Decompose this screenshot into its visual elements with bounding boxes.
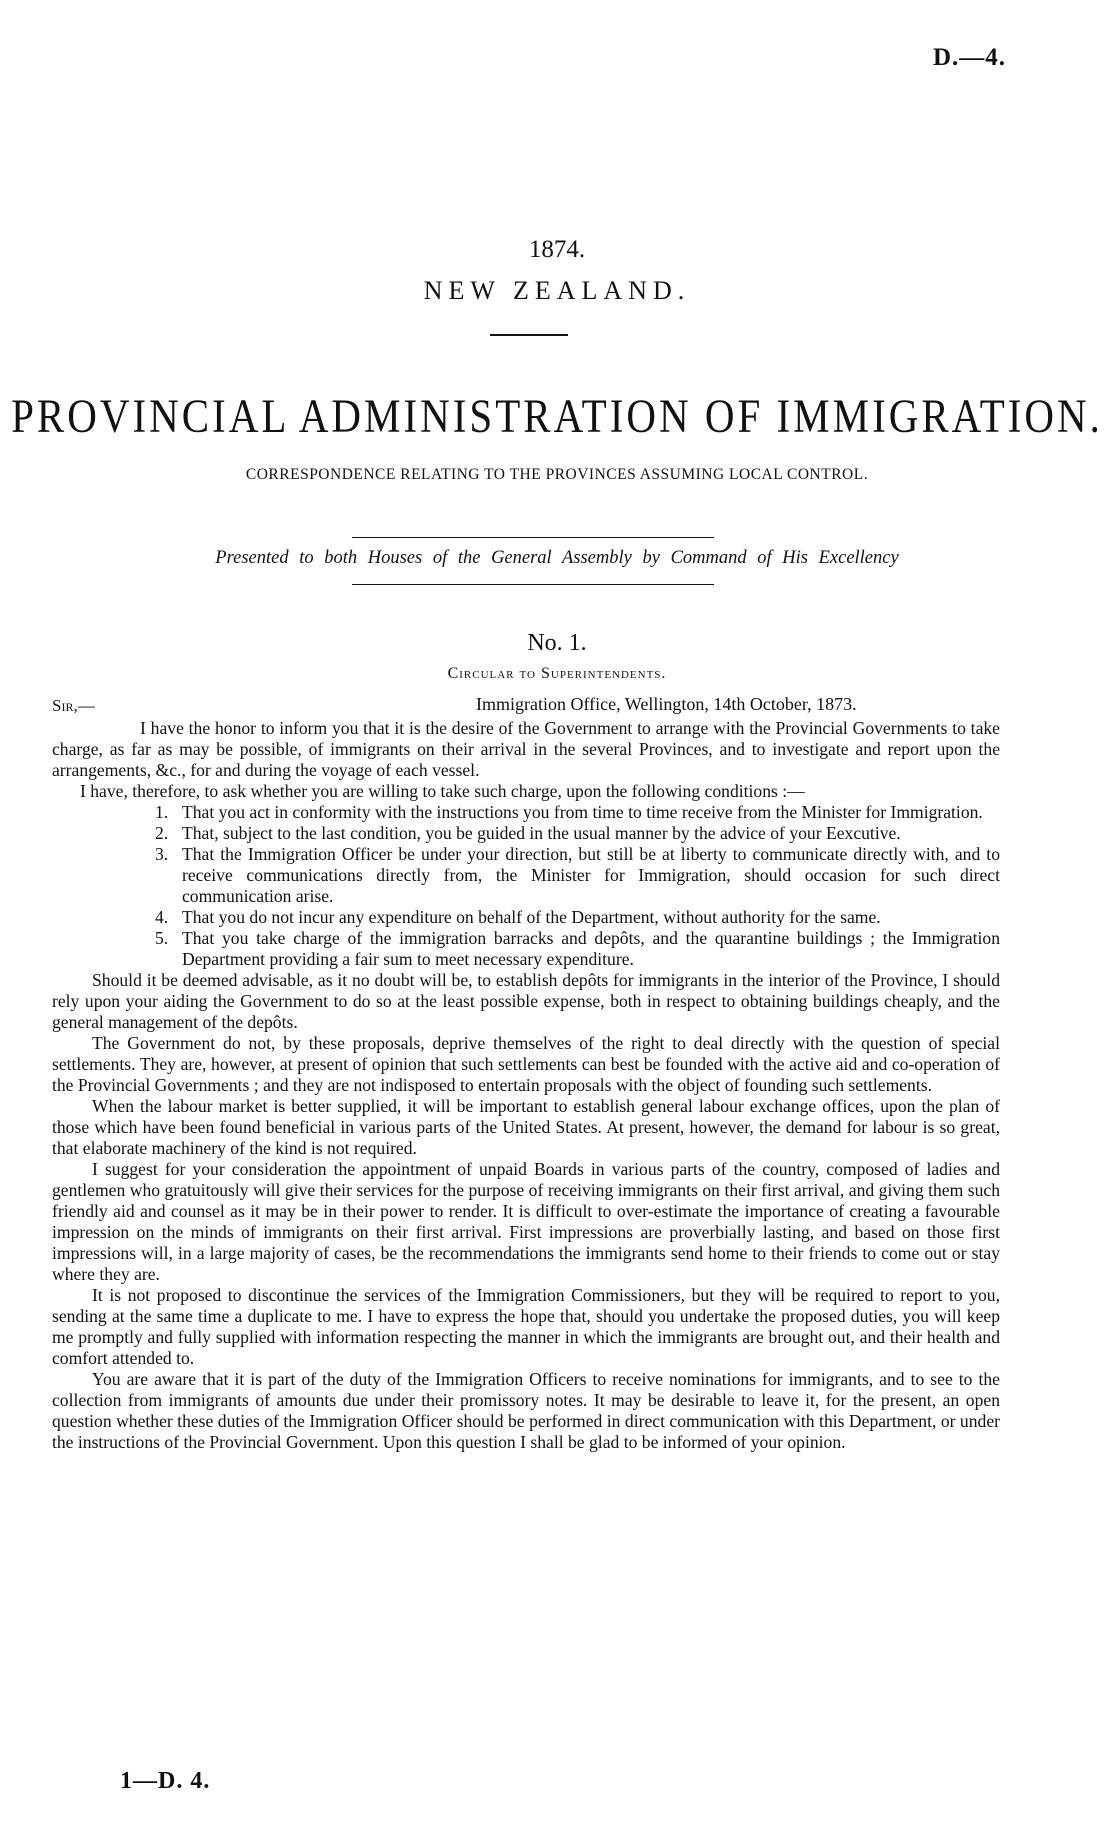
paragraph: Should it be deemed advisable, as it no doubt will be, to establish depôts for immigrants in the interior of the Province, I should rely upon your aiding the Government to do so at the least possible expense, both in respect to obtaining buildings cheaply, and the general management of the depôts. [52, 970, 1000, 1032]
list-item [155, 823, 1000, 844]
paragraph: The Government do not, by these proposals, deprive themselves of the right to deal directly with the question of special settlements. They are, however, at present of opinion that such settlements can best be founded with the active aid and co-operation of the Provincial Governments ; and they are not indisposed to entertain proposals with the object of founding such settlements. [52, 1033, 1000, 1095]
salutation: Sir,— [52, 696, 95, 715]
letter-body [52, 718, 1000, 1453]
list-text: That you act in conformity with the instructions you from time to time receive from the Minister for Immigration. [182, 802, 983, 822]
list-text: That you do not incur any expenditure on behalf of the Department, without authority for the same. [182, 907, 881, 927]
divider [490, 334, 568, 336]
list-number: 1. [155, 802, 169, 822]
list-text: That, subject to the last condition, you be guided in the usual manner by the advice of your Eexcutive. [182, 823, 901, 843]
country-heading: NEW ZEALAND. [423, 276, 691, 305]
paragraph: It is not proposed to discontinue the services of the Immigration Commissioners, but they will be required to report to you, sending at the same time a duplicate to me. I have to express the hope that, should you undertake the proposed duties, you will keep me promptly and fully supplied with information respecting the manner in which the immigrants are brought out, and their health and comfort attended to. [52, 1285, 1000, 1368]
list-number: 4. [155, 907, 169, 927]
page-reference: D.—4. [932, 44, 1006, 71]
list-number: 2. [155, 823, 169, 843]
paragraph: I have, therefore, to ask whether you are willing to take such charge, upon the following conditions :— [80, 781, 805, 801]
paragraph: You are aware that it is part of the duty of the Immigration Officers to receive nominations for immigrants, and to see to the collection from immigrants of amounts due under their promissory notes. It may be desirable to leave it, for the present, an open question whether these duties of the Immigration Officer should be performed in direct communication with this Department, or under the instructions of the Provincial Government. Upon this question I shall be glad to be informed of your opinion. [52, 1369, 1000, 1452]
list-item [155, 802, 1000, 823]
paragraph: I have the honor to inform you that it is the desire of the Government to arrange with the Provincial Governments to take charge, as far as may be possible, of immigrants on their arrival in the several Provinces, and to investigate and report upon the arrangements, &c., for and during the voyage of each vessel. [52, 718, 1000, 780]
list-item [155, 907, 1000, 928]
page-footer: 1—D. 4. [120, 1768, 211, 1794]
dateline: Immigration Office, Wellington, 14th October, 1873. [476, 694, 857, 714]
subtitle: CORRESPONDENCE RELATING TO THE PROVINCES ASSUMING LOCAL CONTROL. [245, 466, 869, 483]
list-text: That you take charge of the immigration barracks and depôts, and the quarantine buildings ; the Immigration Department providing a fair sum to meet necessary expenditure. [182, 928, 1000, 969]
divider-bottom [352, 584, 714, 585]
list-number: 3. [155, 844, 169, 864]
divider-top [352, 537, 714, 538]
list-text: That the Immigration Officer be under your direction, but still be at liberty to communicate directly with, and to receive communications directly from, the Minister for Immigration, should occasion for such direct communication arise. [182, 844, 1000, 906]
year: 1874. [528, 236, 586, 263]
list-item [155, 928, 1000, 970]
list-item [155, 844, 1000, 907]
conditions-list [52, 802, 1000, 970]
presented-line: Presented to both Houses of the General Assembly by Command of His Excellency [215, 548, 899, 568]
paragraph: I suggest for your consideration the appointment of unpaid Boards in various parts of the country, composed of ladies and gentlemen who gratuitously will give their services for the purpose of receiving immigrants on their first arrival, and giving them such friendly aid and counsel as it may be in their power to render. It is difficult to over-estimate the importance of creating a favourable impression on the minds of immigrants on their first arrival. First impressions are proverbially lasting, and based on those first impressions will, in a large majority of cases, be the recommendations the immigrants send home to their friends to come out or stay where they are. [52, 1159, 1000, 1284]
page-title: PROVINCIAL ADMINISTRATION OF IMMIGRATION. [11, 389, 1103, 443]
circular-heading: Circular to Superintendents. [447, 665, 667, 682]
document-number: No. 1. [527, 630, 587, 656]
paragraph: When the labour market is better supplied, it will be important to establish general labour exchange offices, upon the plan of those which have been found beneficial in various parts of the United States. At present, however, the demand for labour is so great, that elaborate machinery of the kind is not required. [52, 1096, 1000, 1158]
list-number: 5. [155, 928, 169, 948]
